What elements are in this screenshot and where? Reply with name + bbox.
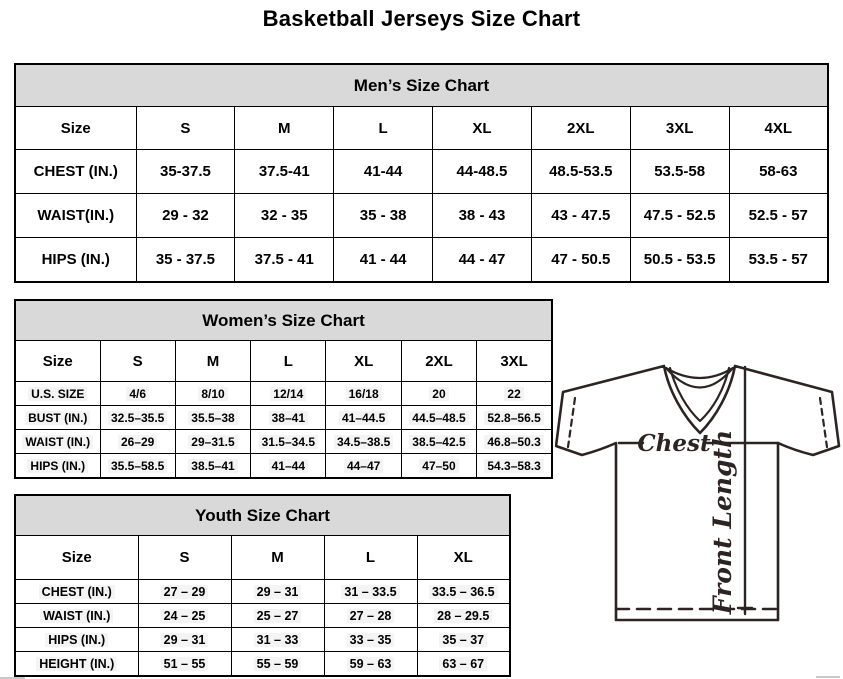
row-label: CHEST (IN.) (15, 580, 138, 604)
womens-size-table (14, 299, 553, 479)
table-cell: 47.5 - 52.5 (630, 194, 729, 238)
table-cell: 29 – 31 (138, 628, 231, 652)
column-header: XL (433, 107, 532, 150)
table-title-row (15, 495, 510, 536)
table-cell: 35.5–58.5 (100, 454, 175, 479)
table-cell: 29 – 31 (231, 580, 324, 604)
table-title: Youth Size Chart (15, 495, 510, 536)
table-cell: 33 – 35 (324, 628, 417, 652)
column-header: S (138, 536, 231, 580)
table-cell: 22 (477, 382, 552, 406)
table-cell: 53.5-58 (630, 150, 729, 194)
table-cell: 43 - 47.5 (531, 194, 630, 238)
table-cell: 51 – 55 (138, 652, 231, 677)
column-header: XL (326, 341, 401, 382)
front-length-label: Front Length (708, 429, 737, 615)
table-title-row (15, 300, 552, 341)
table-cell: 41-44 (334, 150, 433, 194)
table-title-row (15, 64, 828, 107)
table-cell: 28 – 29.5 (417, 604, 510, 628)
table-cell: 38.5–42.5 (401, 430, 476, 454)
table-header-row (15, 107, 828, 150)
table-cell: 31.5–34.5 (251, 430, 326, 454)
table-cell: 59 – 63 (324, 652, 417, 677)
table-cell: 50.5 - 53.5 (630, 238, 729, 283)
table-title: Women’s Size Chart (15, 300, 552, 341)
table-header-row (15, 536, 510, 580)
table-cell: 35-37.5 (136, 150, 235, 194)
table-cell: 20 (401, 382, 476, 406)
table-row (15, 150, 828, 194)
table-cell: 44 - 47 (433, 238, 532, 283)
table-cell: 35 - 38 (334, 194, 433, 238)
column-header: 3XL (477, 341, 552, 382)
column-header: Size (15, 107, 136, 150)
jersey-outline (556, 366, 839, 620)
table-cell: 25 – 27 (231, 604, 324, 628)
table-cell: 47 - 50.5 (531, 238, 630, 283)
table-cell: 41–44 (251, 454, 326, 479)
table-cell: 33.5 – 36.5 (417, 580, 510, 604)
table-cell: 38 - 43 (433, 194, 532, 238)
table-cell: 16/18 (326, 382, 401, 406)
column-header: 2XL (401, 341, 476, 382)
table-cell: 52.5 - 57 (729, 194, 828, 238)
column-header: L (334, 107, 433, 150)
youth-size-table (14, 494, 511, 677)
table-cell: 37.5 - 41 (235, 238, 334, 283)
table-cell: 29–31.5 (175, 430, 250, 454)
mens-size-table (14, 63, 829, 283)
jersey-measurement-diagram (555, 354, 843, 626)
table-cell: 35.5–38 (175, 406, 250, 430)
column-header: S (136, 107, 235, 150)
table-cell: 27 – 29 (138, 580, 231, 604)
table-cell: 12/14 (251, 382, 326, 406)
scrollbar-fragment (816, 676, 840, 678)
table-cell: 55 – 59 (231, 652, 324, 677)
row-label: HEIGHT (IN.) (15, 652, 138, 677)
column-header: 3XL (630, 107, 729, 150)
page-title: Basketball Jerseys Size Chart (262, 6, 581, 31)
column-header: 4XL (729, 107, 828, 150)
column-header: 2XL (531, 107, 630, 150)
table-cell: 38–41 (251, 406, 326, 430)
column-header: Size (15, 536, 138, 580)
table-row (15, 238, 828, 283)
table-cell: 24 – 25 (138, 604, 231, 628)
table-cell: 32.5–35.5 (100, 406, 175, 430)
table-cell: 44–47 (326, 454, 401, 479)
table-cell: 31 – 33 (231, 628, 324, 652)
table-row (15, 580, 510, 604)
row-label: WAIST (IN.) (15, 430, 100, 454)
column-header: M (235, 107, 334, 150)
row-label: CHEST (IN.) (15, 150, 136, 194)
table-cell: 27 – 28 (324, 604, 417, 628)
column-header: Size (15, 341, 100, 382)
row-label: WAIST (IN.) (15, 604, 138, 628)
table-cell: 26–29 (100, 430, 175, 454)
table-cell: 52.8–56.5 (477, 406, 552, 430)
table-cell: 35 - 37.5 (136, 238, 235, 283)
table-cell: 41–44.5 (326, 406, 401, 430)
table-row (15, 430, 552, 454)
chest-label: Chest (637, 430, 711, 457)
column-header: S (100, 341, 175, 382)
row-label: HIPS (IN.) (15, 454, 100, 479)
table-cell: 48.5-53.5 (531, 150, 630, 194)
table-cell: 32 - 35 (235, 194, 334, 238)
table-cell: 4/6 (100, 382, 175, 406)
table-cell: 31 – 33.5 (324, 580, 417, 604)
row-label: BUST (IN.) (15, 406, 100, 430)
table-cell: 63 – 67 (417, 652, 510, 677)
table-cell: 44-48.5 (433, 150, 532, 194)
table-row (15, 604, 510, 628)
table-cell: 41 - 44 (334, 238, 433, 283)
row-label: WAIST(IN.) (15, 194, 136, 238)
table-cell: 54.3–58.3 (477, 454, 552, 479)
column-header: M (231, 536, 324, 580)
table-cell: 47–50 (401, 454, 476, 479)
table-cell: 37.5-41 (235, 150, 334, 194)
table-row (15, 382, 552, 406)
table-title: Men’s Size Chart (15, 64, 828, 107)
column-header: L (324, 536, 417, 580)
table-cell: 46.8–50.3 (477, 430, 552, 454)
table-row (15, 194, 828, 238)
table-cell: 44.5–48.5 (401, 406, 476, 430)
row-label: HIPS (IN.) (15, 238, 136, 283)
table-cell: 58-63 (729, 150, 828, 194)
table-cell: 38.5–41 (175, 454, 250, 479)
column-header: M (175, 341, 250, 382)
table-cell: 34.5–38.5 (326, 430, 401, 454)
table-cell: 29 - 32 (136, 194, 235, 238)
column-header: L (251, 341, 326, 382)
row-label: HIPS (IN.) (15, 628, 138, 652)
column-header: XL (417, 536, 510, 580)
table-row (15, 454, 552, 479)
row-label: U.S. SIZE (15, 382, 100, 406)
table-row (15, 406, 552, 430)
table-cell: 35 – 37 (417, 628, 510, 652)
table-cell: 53.5 - 57 (729, 238, 828, 283)
table-row (15, 652, 510, 677)
table-row (15, 628, 510, 652)
table-header-row (15, 341, 552, 382)
table-cell: 8/10 (175, 382, 250, 406)
